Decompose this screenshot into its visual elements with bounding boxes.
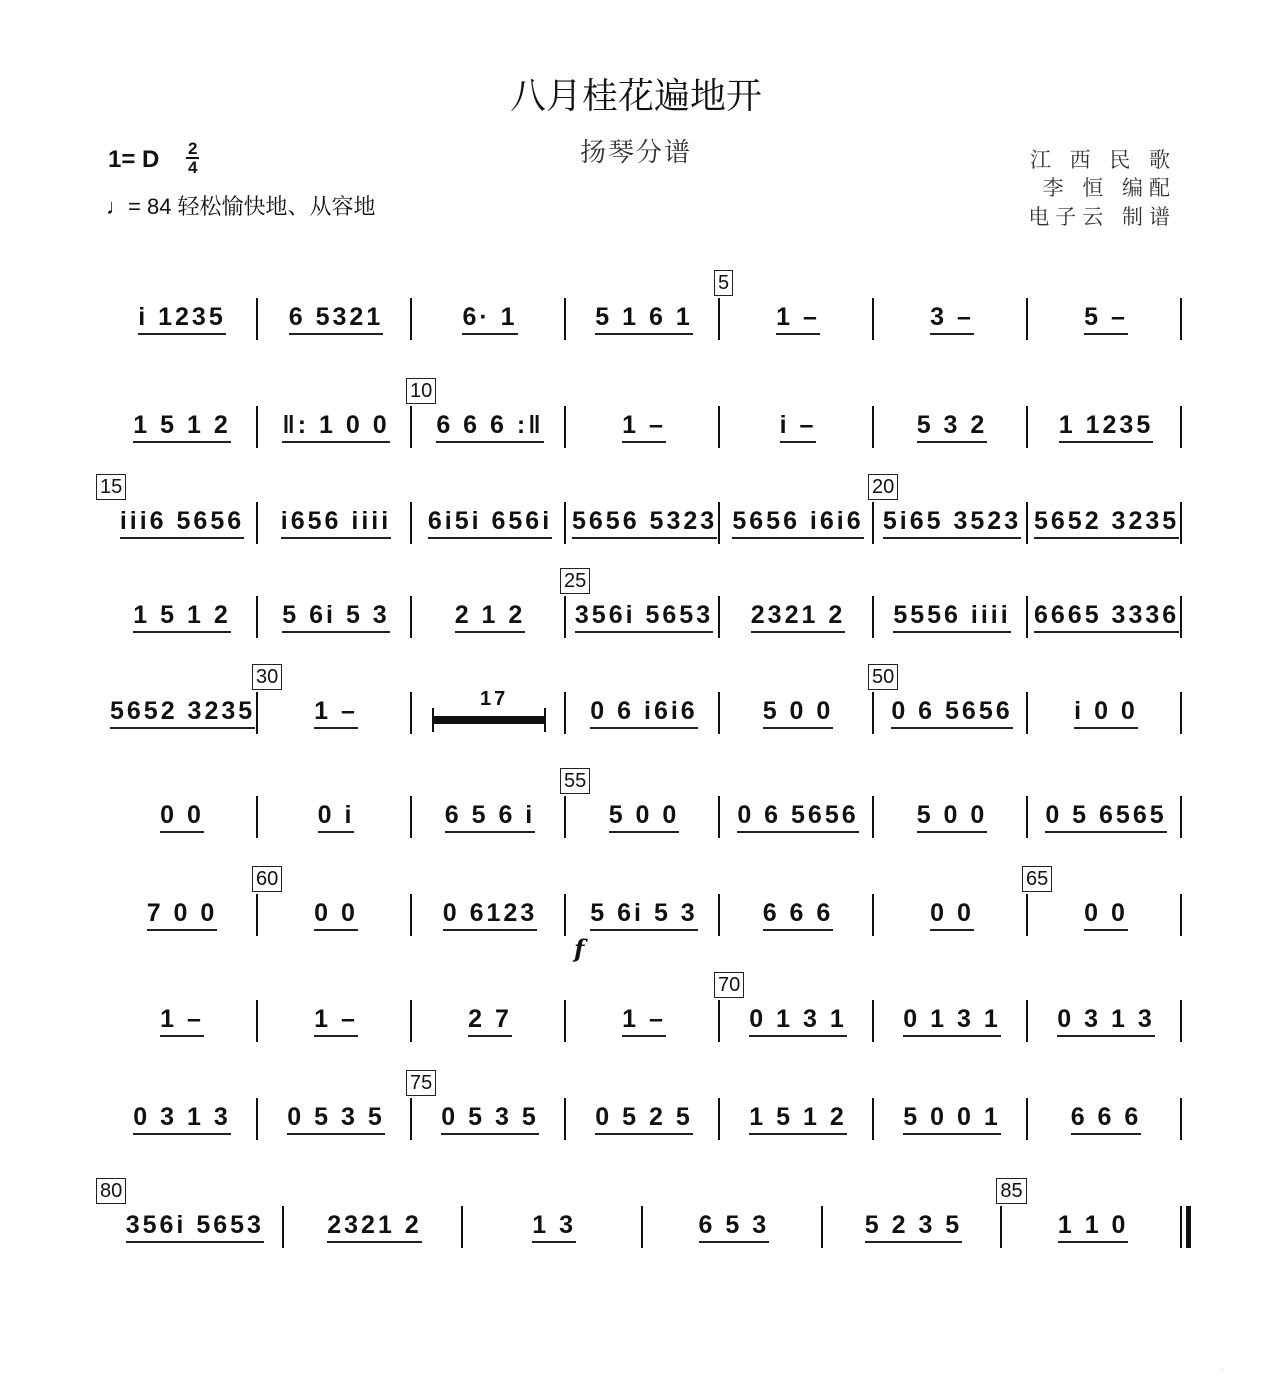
bar-line [1026, 894, 1028, 936]
bar-line [256, 298, 258, 340]
bar-line [1180, 1000, 1182, 1042]
bar-line [872, 796, 874, 838]
meter-bottom: 4 [188, 158, 198, 177]
bar-line [410, 796, 412, 838]
bar-line [564, 894, 566, 936]
measure-notes: 5652 3235 [1034, 507, 1179, 539]
measure-notes: 2321 2 [751, 601, 845, 633]
measure-notes: i 1235 [138, 303, 226, 335]
measure-notes: 0 0 [314, 899, 358, 931]
measure-notes: 0 5 2 5 [595, 1103, 692, 1135]
measure-notes: 0 5 3 5 [441, 1103, 538, 1135]
measure [110, 782, 254, 852]
measure [110, 986, 254, 1056]
rehearsal-number: 10 [406, 378, 436, 404]
credit-engraver: 电子云 制谱 [1028, 205, 1176, 229]
measure [418, 1084, 562, 1154]
rehearsal-number: 65 [1022, 866, 1052, 892]
bar-line [872, 1000, 874, 1042]
measure [110, 488, 254, 558]
measure [264, 582, 408, 652]
measure-notes: 7 0 0 [147, 899, 218, 931]
bar-line [564, 1098, 566, 1140]
measure-notes: 5 1 6 1 [595, 303, 692, 335]
measure-notes: 1 – [314, 1005, 358, 1037]
rehearsal-number: 80 [96, 1178, 126, 1204]
bar-line [1180, 1098, 1182, 1140]
measure-notes: 0 5 3 5 [287, 1103, 384, 1135]
score-system [100, 1180, 1184, 1262]
bar-line [1026, 596, 1028, 638]
measure-notes: ‖: 1 0 0 [282, 411, 389, 443]
rehearsal-number: 50 [868, 664, 898, 690]
measure [264, 782, 408, 852]
score-system [100, 476, 1184, 558]
bar-line [564, 502, 566, 544]
bar-line [872, 1098, 874, 1140]
bar-line [256, 894, 258, 936]
measure [110, 880, 254, 950]
measure-notes: 0 3 1 3 [133, 1103, 230, 1135]
meter-top: 2 [188, 139, 198, 158]
measure [264, 488, 408, 558]
measure [726, 782, 870, 852]
measure-notes: 6· 1 [462, 303, 517, 335]
credit-origin: 江 西 民 歌 [1029, 148, 1176, 172]
bar-line [282, 1206, 284, 1248]
key-signature: 1= D [108, 146, 160, 173]
measure-notes: 6 5321 [289, 303, 383, 335]
measure [469, 1192, 639, 1262]
rest-tick [544, 708, 546, 732]
score-subtitle: 扬琴分谱 [579, 138, 692, 168]
bar-line [1180, 406, 1182, 448]
measure-notes: 1 – [622, 1005, 666, 1037]
measure-notes: 6665 3336 [1034, 601, 1179, 633]
measure-notes: 3 – [930, 303, 974, 335]
bar-line [1026, 406, 1028, 448]
measure-notes: 1 – [160, 1005, 204, 1037]
measure-notes: 5 0 0 [917, 801, 988, 833]
measure [418, 678, 562, 748]
measure-notes: 1 5 1 2 [133, 411, 230, 443]
rehearsal-number: 25 [560, 568, 590, 594]
bar-line [564, 298, 566, 340]
measure-notes: 0 0 [930, 899, 974, 931]
measure-notes: 5 0 0 [609, 801, 680, 833]
measure [264, 284, 408, 354]
measure [726, 678, 870, 748]
measure [264, 392, 408, 462]
measure-notes: 6i5i 656i [428, 507, 552, 539]
measure-notes: 1 5 1 2 [749, 1103, 846, 1135]
measure-notes: 1 – [314, 697, 358, 729]
bar-line [1026, 1000, 1028, 1042]
measure-notes: i 0 0 [1074, 697, 1138, 729]
bar-line [1180, 502, 1182, 544]
measure-notes: 5 6i 5 3 [282, 601, 389, 633]
measure-notes: 1 – [622, 411, 666, 443]
bar-line [256, 796, 258, 838]
time-signature [186, 140, 199, 176]
measure [572, 1084, 716, 1154]
bar-line [256, 1098, 258, 1140]
bar-line [410, 406, 412, 448]
measure [726, 488, 870, 558]
rehearsal-number: 85 [996, 1178, 1026, 1204]
measure [880, 782, 1024, 852]
measure [726, 1084, 870, 1154]
bar-line [718, 1000, 720, 1042]
bar-line [410, 596, 412, 638]
measure-notes: 0 3 1 3 [1057, 1005, 1154, 1037]
score-title: 八月桂花遍地开 [509, 76, 762, 117]
measure-notes: 5 0 0 1 [903, 1103, 1000, 1135]
measure-notes: 1 1235 [1059, 411, 1153, 443]
measure [880, 880, 1024, 950]
measure-notes: 0 6 5656 [737, 801, 858, 833]
bar-line [564, 1000, 566, 1042]
measure [1034, 284, 1178, 354]
measure [572, 678, 716, 748]
measure [726, 284, 870, 354]
measure-notes: 0 1 3 1 [903, 1005, 1000, 1037]
rehearsal-number: 60 [252, 866, 282, 892]
measure-notes: 0 i [318, 801, 355, 833]
bar-line [410, 298, 412, 340]
bar-line [872, 298, 874, 340]
measure [572, 880, 716, 950]
measure [1034, 678, 1178, 748]
measure [572, 986, 716, 1056]
measure [1008, 1192, 1178, 1262]
bar-line [256, 692, 258, 734]
bar-line [410, 1000, 412, 1042]
measure [1034, 880, 1178, 950]
measure [1034, 392, 1178, 462]
measure-notes: 2 7 [468, 1005, 512, 1037]
measure [110, 1084, 254, 1154]
bar-line [872, 692, 874, 734]
measure-notes: 6 5 3 [699, 1211, 770, 1243]
measure [1034, 1084, 1178, 1154]
measure-notes: 0 1 3 1 [749, 1005, 846, 1037]
bar-line [718, 796, 720, 838]
score-system [106, 666, 1184, 748]
bar-line [821, 1206, 823, 1248]
measure [264, 986, 408, 1056]
measure [572, 284, 716, 354]
measure [829, 1192, 999, 1262]
bar-line [1026, 692, 1028, 734]
bar-line [1180, 796, 1182, 838]
bar-line [1180, 894, 1182, 936]
measure [418, 488, 562, 558]
measure [110, 1192, 280, 1262]
bar-line [718, 692, 720, 734]
bar-line [256, 1000, 258, 1042]
measure-notes: 1 5 1 2 [133, 601, 230, 633]
measure [572, 488, 716, 558]
credit-arranger: 李 恒 编配 [1042, 176, 1176, 200]
measure-notes: 0 6 i6i6 [590, 697, 697, 729]
bar-line [410, 692, 412, 734]
bar-line [641, 1206, 643, 1248]
bar-line [872, 894, 874, 936]
rehearsal-number: 75 [406, 1070, 436, 1096]
measure [264, 1084, 408, 1154]
score-system [106, 770, 1184, 852]
measure-notes: 5652 3235 [110, 697, 255, 729]
score-system [106, 1072, 1184, 1154]
measure [264, 678, 408, 748]
measure-notes: 6 6 6 :‖ [436, 411, 543, 443]
score-system [106, 974, 1184, 1056]
bar-line [564, 692, 566, 734]
measure-notes: 1 1 0 [1058, 1211, 1129, 1243]
bar-line [1180, 1206, 1182, 1248]
measure [1034, 488, 1178, 558]
bar-line [872, 502, 874, 544]
measure-notes: 6 5 6 i [445, 801, 536, 833]
score-system [106, 570, 1184, 652]
measure-notes: 0 0 [1084, 899, 1128, 931]
bar-line [564, 596, 566, 638]
bar-line [1180, 298, 1182, 340]
bar-line [410, 894, 412, 936]
measure-notes: 5656 5323 [572, 507, 717, 539]
measure-notes: 1 3 [532, 1211, 576, 1243]
measure [726, 582, 870, 652]
bar-line [718, 406, 720, 448]
rehearsal-number: 70 [714, 972, 744, 998]
rehearsal-number: 55 [560, 768, 590, 794]
measure [418, 392, 562, 462]
bar-line [564, 796, 566, 838]
bar-line [718, 298, 720, 340]
rehearsal-number: 15 [96, 474, 126, 500]
measure-notes: i656 iiii [281, 507, 391, 539]
measure-notes: 5656 i6i6 [732, 507, 863, 539]
bar-line [410, 502, 412, 544]
measure-notes: 6 6 6 [763, 899, 834, 931]
measure [110, 678, 254, 748]
rehearsal-number: 5 [714, 270, 733, 296]
measure [110, 284, 254, 354]
measure [880, 678, 1024, 748]
bar-line [718, 596, 720, 638]
measure [726, 986, 870, 1056]
bar-line [256, 502, 258, 544]
measure-notes: iii6 5656 [120, 507, 244, 539]
bar-line [718, 1098, 720, 1140]
bar-line [1026, 796, 1028, 838]
score-system [106, 868, 1184, 963]
measure [880, 582, 1024, 652]
measure-notes: 5 3 2 [917, 411, 988, 443]
measure [264, 880, 408, 950]
bar-line [718, 502, 720, 544]
bar-line [256, 596, 258, 638]
dynamic-marking: f [574, 934, 585, 963]
measure-notes: 2321 2 [327, 1211, 421, 1243]
measure [880, 284, 1024, 354]
score-system [106, 272, 1184, 354]
measure [726, 880, 870, 950]
measure-notes: 0 6123 [443, 899, 537, 931]
tempo-marking: ♩= 84 轻松愉快地、从容地 [106, 194, 376, 219]
measure-notes: 5 0 0 [763, 697, 834, 729]
measure-notes: 5556 iiii [893, 601, 1010, 633]
multi-measure-rest [432, 716, 546, 724]
bar-line [564, 406, 566, 448]
measure [649, 1192, 819, 1262]
measure-notes: 0 5 6565 [1045, 801, 1166, 833]
measure-notes: 5 6i 5 3 [590, 899, 697, 931]
measure [418, 782, 562, 852]
measure-notes: 0 6 5656 [891, 697, 1012, 729]
measure-notes: 356i 5653 [575, 601, 713, 633]
measure-notes: 5i65 3523 [883, 507, 1021, 539]
measure-notes: i – [780, 411, 817, 443]
measure [572, 582, 716, 652]
measure [418, 284, 562, 354]
bar-line [872, 596, 874, 638]
bar-line [410, 1098, 412, 1140]
bar-line [718, 894, 720, 936]
measure [110, 582, 254, 652]
rest-tick [432, 708, 434, 732]
score-system [106, 380, 1184, 462]
measure-notes: 5 2 3 5 [865, 1211, 962, 1243]
measure [880, 1084, 1024, 1154]
measure [110, 392, 254, 462]
bar-line [1026, 298, 1028, 340]
measure-notes: 1 – [776, 303, 820, 335]
measure [418, 880, 562, 950]
bar-line [1026, 502, 1028, 544]
bar-line [256, 406, 258, 448]
bar-line [1180, 692, 1182, 734]
measure [880, 986, 1024, 1056]
rehearsal-number: 20 [868, 474, 898, 500]
measure [1034, 582, 1178, 652]
bar-line [1180, 596, 1182, 638]
measure-notes: 5 – [1084, 303, 1128, 335]
measure [418, 986, 562, 1056]
measure [418, 582, 562, 652]
measure [880, 488, 1024, 558]
rest-count: 17 [480, 688, 509, 710]
bar-line [461, 1206, 463, 1248]
measure [290, 1192, 460, 1262]
measure [572, 392, 716, 462]
bar-line [872, 406, 874, 448]
measure [880, 392, 1024, 462]
rehearsal-number: 30 [252, 664, 282, 690]
watermark: · [1221, 1364, 1224, 1374]
measure [726, 392, 870, 462]
measure-notes: 356i 5653 [126, 1211, 264, 1243]
measure [1034, 986, 1178, 1056]
measure-notes: 0 0 [160, 801, 204, 833]
bar-line [1000, 1206, 1002, 1248]
bar-line [1026, 1098, 1028, 1140]
measure [1034, 782, 1178, 852]
measure [572, 782, 716, 852]
measure-notes: 6 6 6 [1071, 1103, 1142, 1135]
measure-notes: 2 1 2 [455, 601, 526, 633]
